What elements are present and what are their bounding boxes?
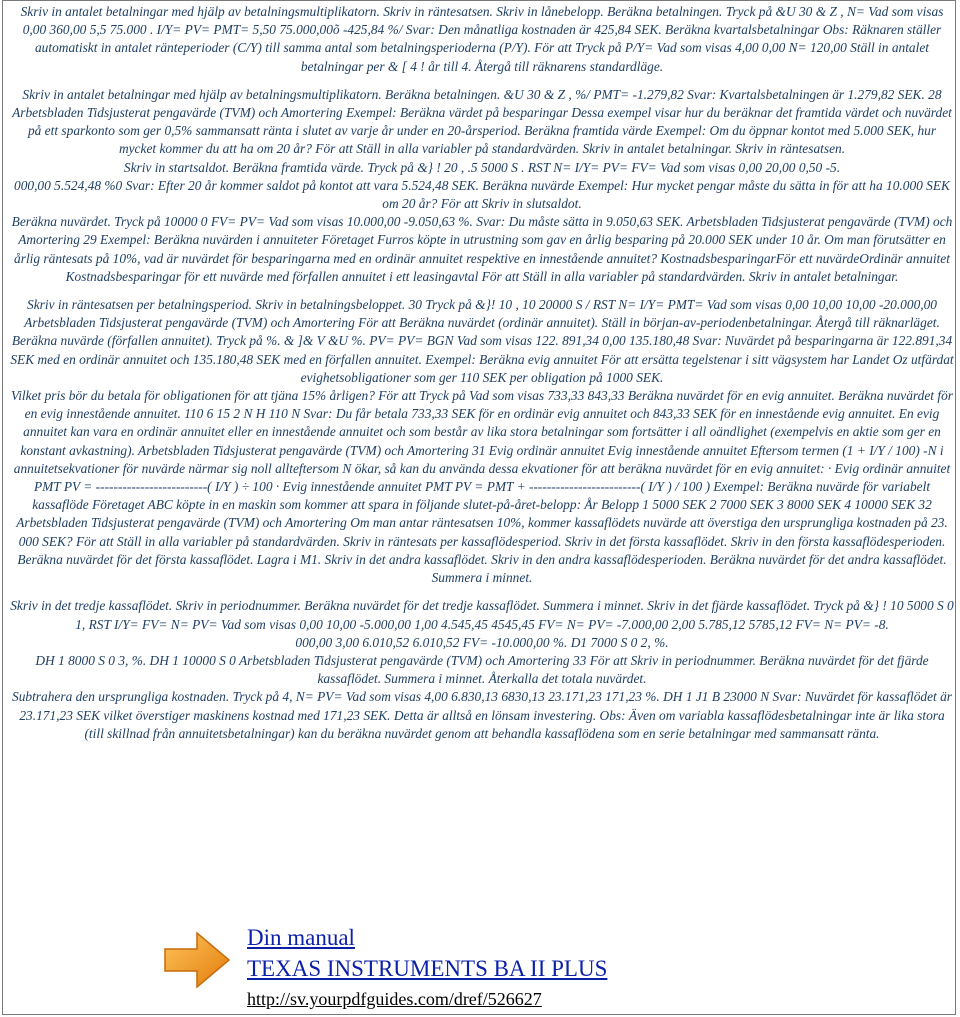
- paragraph-cash-flows: 000 SEK? För att Ställ in alla variabler på standardvärden. Skriv in räntesats per kassaflödesperiod. Skriv in det första kassaflödet. Skriv in den första kassaflödesperioden. Beräkna nuvärdet för det första kassaflödet. Lagra i M1. Skriv in det andra kassaflödet. Skriv in den andra kassaflödesperioden. Beräkna nuvärdet för det andra kassaflödet. Summera i minnet.: [17, 533, 947, 586]
- paragraph-conclusion: Subtrahera den ursprungliga kostnaden. Tryck på 4, N= PV= Vad som visas 4,00 6.830,13 6830,13 23.171,23 171,23 %. DH 1 J1 B 23000 N Svar: Nuvärdet för kassaflödet är 23.171,23 SEK vilket överstiger maskinens kostnad med 171,23 SEK. Detta är alltså en lönsam investering. Obs: Även om variabla kassaflödesbetalningar inte är lika stora (till skillnad från annuitetsbetalningar) kan du beräkna nuvärdet genom att behandla kassaflödena som en serie betalningar med sammansatt ränta.: [12, 689, 952, 741]
- paragraph-fourth-cash-flow: DH 1 8000 S 0 3, %. DH 1 10000 S 0 Arbetsbladen Tidsjusterat pengavärde (TVM) och Amortering 33 För att Skriv in periodnummer. Beräkna nuvärdet för det fjärde kassaflödet. Summera i minnet. Återkalla det totala nuvärdet.: [35, 652, 929, 687]
- ad-links: [247, 923, 607, 1013]
- manual-product-link[interactable]: TEXAS INSTRUMENTS BA II PLUS: [247, 956, 608, 981]
- paragraph-present-value-example: 000,00 5.524,48 %0 Svar: Efter 20 år kommer saldot på kontot att vara 5.524,48 SEK. Beräkna nuvärde Exempel: Hur mycket pengar måste du sätta in för att ha 10.000 SEK om 20 år? För att Skriv in slutsaldot.: [14, 177, 950, 212]
- manual-title-link[interactable]: Din manual: [247, 925, 355, 950]
- paragraph-quarterly-payments: Skriv in antalet betalningar med hjälp av betalningsmultiplikatorn. Skriv in räntesatsen. Skriv in lånebelopp. Beräkna betalningen. Tryck på &U 30 & Z , N= Vad som visas 0,00 360,00 5,5 75.000 . I/Y= PV= PMT= 5,50 75.000,00õ -425,84 %/ Svar: Den månatliga kostnaden är 425,84 SEK. Beräkna kvartalsbetalningar Obs: Räknaren ställer automatiskt in antalet ränteperioder (C/Y) till samma antal som betalningsperioderna (P/Y). För att Tryck på P/Y= Vad som visas 4,00 0,00 N= 120,00 Ställ in antalet betalningar per & [ 4 ! år till 4. Återgå till räknarens standardläge.: [20, 4, 944, 74]
- paragraph-perpetuity: Skriv in räntesatsen per betalningsperiod. Skriv in betalningsbeloppet. 30 Tryck på &}! 10 , 10 20000 S / RST N= I/Y= PMT= Vad som visas 0,00 10,00 10,00 -20.000,00 Arbetsbladen Tidsjusterat pengavärde (TVM) och Amortering För att Beräkna nuvärdet (ordinär annuitet). Ställ in början-av-periodenbetalningar. Återgå till räknarläget. Beräkna nuvärde (förfallen annuitet). Tryck på %. & ]& V &U %. PV= PV= BGN Vad som visas 122. 891,34 0,00 135.180,48 Svar: Nuvärdet på besparingarna är 122.891,34 SEK med en ordinär annuitet och 135.180,48 SEK med en förfallen annuitet. Exempel: Beräkna evig annuitet För att ersätta tegelstenar i sitt vägsystem har Landet Oz utfärdat evighetsobligationer som ger 110 SEK per obligation på 1000 SEK.: [10, 297, 954, 385]
- manual-ad: [161, 923, 721, 1013]
- paragraph-variable-cash-flow: Vilket pris bör du betala för obligationen för att tjäna 15% årligen? För att Tryck på Vad som visas 733,33 843,33 Beräkna nuvärdet för en evig annuitet. Beräkna nuvärdet för en evig innestående annuitet. 110 6 15 2 N H 110 N Svar: Du får betala 733,33 SEK för en ordinär evig annuitet och 843,33 SEK för en innestående evig annuitet. En evig annuitet kan vara en ordinär annuitet eller en innestående annuitet och som består av lika stora betalningar som fortsätter i all oändlighet (exempelvis en aktie som ger en konstant avkastning). Arbetsbladen Tidsjusterat pengavärde (TVM) och Amortering 31 Evig ordinär annuitet Evig innestående annuitet Eftersom termen (1 + I/Y / 100) -N i annuitetsekvationer för nuvärde närmar sig noll allteftersom N ökar, så kan du använda dessa ekvationer för att beräkna nuvärdet för en evig annuitet: · Evig ordinär annuitet PMT PV = -------------------------( I/Y ) ÷ 100 · Evig innestående annuitet PMT PV = PMT + -------------------------( I/Y ) / 100 ) Exempel: Beräkna nuvärde för variabelt kassaflöde Företaget ABC köpte in en maskin som kommer att spara in följande slutet-på-året-belopp: År Belopp 1 5000 SEK 2 7000 SEK 3 8000 SEK 4 10000 SEK 32 Arbetsbladen Tidsjusterat pengavärde (TVM) och Amortering Om man antar räntesatsen 10%, kommer kassaflödets nuvärde att överstiga den ursprungliga kostnaden på 23.: [11, 388, 953, 531]
- paragraph-start-balance: Skriv in startsaldot. Beräkna framtida värde. Tryck på &} ! 20 , .5 5000 S . RST N= I/Y= PV= FV= Vad som visas 0,00 20,00 0,50 -5.: [123, 159, 841, 175]
- paragraph-values: 000,00 3,00 6.010,52 6.010,52 FV= -10.000,00 %. D1 7000 S 0 2, %.: [295, 634, 669, 650]
- document-body: [9, 3, 955, 743]
- paragraph-annuities: Beräkna nuvärdet. Tryck på 10000 0 FV= PV= Vad som visas 10.000,00 -9.050,63 %. Svar: Du måste sätta in 9.050,63 SEK. Arbetsbladen Tidsjusterat pengavärde (TVM) och Amortering 29 Exempel: Beräkna nuvärden i annuiteter Företaget Furros köpte in utrustning som gav en årlig besparing på 20.000 SEK under 10 år. Om man förutsätter en årlig räntesats på 10%, vad är nuvärdet för besparingarna med en ordinär annuitet respektive en innestående annuitet? KostnadsbesparingarFör ett nuvärdeOrdinär annuitet Kostnadsbesparingar för ett nuvärde med förfallen annuitet i ett leasingavtal För att Ställ in alla variabler på standardvärden. Skriv in antalet betalningar.: [11, 214, 953, 284]
- orange-arrow-icon[interactable]: [161, 927, 233, 993]
- manual-url-link[interactable]: http://sv.yourpdfguides.com/dref/526627: [247, 989, 542, 1009]
- paragraph-future-value: Skriv in antalet betalningar med hjälp av betalningsmultiplikatorn. Beräkna betalningen. &U 30 & Z , %/ PMT= -1.279,82 Svar: Kvartalsbetalningen är 1.279,82 SEK. 28 Arbetsbladen Tidsjusterat pengavärde (TVM) och Amortering Exempel: Beräkna värdet på besparingar Dessa exempel visar hur du beräknar det framtida värdet och nuvärdet på ett sparkonto som ger 0,5% sammansatt ränta i slutet av varje år under en 20-årsperiod. Beräkna framtida värde Exempel: Om du öppnar kontot med 5.000 SEK, hur mycket kommer du att ha om 20 år? För att Ställ in alla variabler på standardvärden. Skriv in antalet betalningar. Skriv in räntesatsen.: [12, 86, 952, 157]
- paragraph-third-cash-flow: Skriv in det tredje kassaflödet. Skriv in periodnummer. Beräkna nuvärdet för det tredje kassaflödet. Summera i minnet. Skriv in det fjärde kassaflödet. Tryck på &} ! 10 5000 S 0 1, RST I/Y= FV= N= PV= Vad som visas 0,00 10,00 -5.000,00 1,00 4.545,45 4545,45 FV= N= PV= -7.000,00 2,00 5.785,12 5785,12 FV= N= PV= -8.: [10, 598, 954, 632]
- page-frame: [2, 0, 956, 1015]
